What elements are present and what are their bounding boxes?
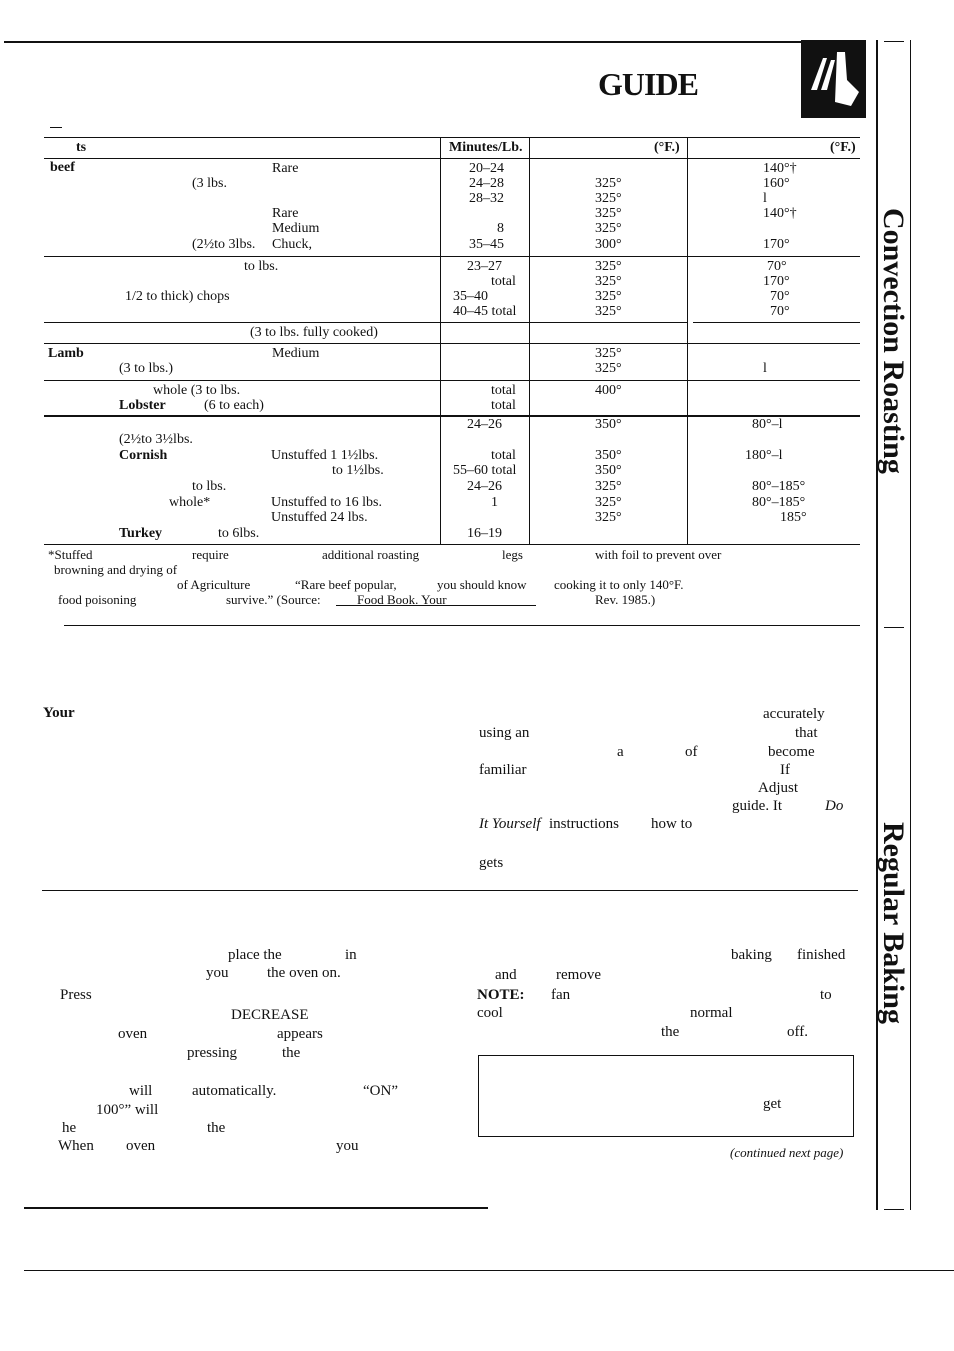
bottom-right-4a: cool xyxy=(477,1005,503,1021)
rule-after-pork-left xyxy=(44,322,687,323)
pork-row3-oven: 325° xyxy=(595,289,622,304)
mid-right-2b: that xyxy=(795,725,818,741)
mid-right-7b: instructions xyxy=(549,816,619,832)
header-minutes: Minutes/Lb. xyxy=(449,140,523,155)
poultry-row3-weight: Unstuffed 1 1½lbs. xyxy=(271,448,379,463)
footnote-1a: *Stuffed xyxy=(48,547,93,562)
header-meats: ts xyxy=(76,140,87,155)
page-title: GUIDE xyxy=(598,66,698,102)
page-bottom-rule xyxy=(24,1270,954,1271)
footnote-1d: legs xyxy=(502,547,523,562)
poultry-turkey: Turkey xyxy=(119,526,163,541)
category-beef: beef xyxy=(50,160,75,175)
mid-right-6: guide. It xyxy=(732,798,782,814)
beef-row2-min: 24–28 xyxy=(469,176,504,191)
footnote-1e: with foil to prevent over xyxy=(595,547,722,562)
table-top-rule xyxy=(44,137,860,138)
beef-row1-min: 20–24 xyxy=(469,161,504,176)
pork-row1-internal: 70° xyxy=(767,259,787,274)
category-lamb: Lamb xyxy=(48,346,84,361)
pork-row3-desc: 1/2 to thick) chops xyxy=(125,289,230,304)
section-rule-2 xyxy=(42,890,858,891)
beef-row4-desc: Rare xyxy=(272,206,299,221)
footnote-4a: food poisoning xyxy=(58,592,137,607)
bottom-left-10c: you xyxy=(336,1138,359,1154)
section-rule-1 xyxy=(64,625,860,626)
rule-after-ham xyxy=(44,343,860,344)
pork-row4-internal: 70° xyxy=(770,304,790,319)
bottom-left-5b: appears xyxy=(277,1026,323,1042)
mid-right-3a: a xyxy=(617,744,624,760)
footnote-3c: you should know xyxy=(437,577,527,592)
pork-row1-min: 23–27 xyxy=(467,259,502,274)
bottom-right-5a: the xyxy=(661,1024,680,1040)
poultry-row1-internal: 80°–l xyxy=(752,417,783,432)
bottom-left-10b: oven xyxy=(126,1138,156,1154)
lamb-row1-oven: 325° xyxy=(595,346,622,361)
mid-left-heading: Your xyxy=(43,705,75,721)
seafood-lobster: Lobster xyxy=(119,398,166,413)
poultry-row3-min: total xyxy=(491,448,516,463)
footnote-3b: “Rare beef popular, xyxy=(295,577,397,592)
footnote-1c: additional roasting xyxy=(322,547,420,562)
rule-after-seafood xyxy=(44,415,860,417)
beef-row6-internal: 170° xyxy=(763,237,790,252)
footnote-2: browning and drying of xyxy=(54,562,178,577)
poultry-row6-oven: 325° xyxy=(595,495,622,510)
beef-row2-weight: (3 lbs. xyxy=(192,176,227,191)
bottom-left-9b: the xyxy=(207,1120,226,1136)
poultry-row6-min: 1 xyxy=(491,495,498,510)
tab-mark-mid xyxy=(884,627,904,628)
bottom-left-2b: the oven on. xyxy=(267,965,341,981)
bottom-left-5a: oven xyxy=(118,1026,148,1042)
rule-after-beef xyxy=(44,256,860,257)
bottom-left-2a: you xyxy=(206,965,229,981)
beef-row3-min: 28–32 xyxy=(469,191,504,206)
beef-row3-oven: 325° xyxy=(595,191,622,206)
pork-row4-oven: 325° xyxy=(595,304,622,319)
poultry-row7-weight: Unstuffed 24 lbs. xyxy=(271,510,368,525)
ham-desc: (3 to lbs. fully cooked) xyxy=(250,325,378,340)
poultry-row3-internal: 180°–l xyxy=(745,448,783,463)
beef-row1-internal: 140°† xyxy=(763,161,797,176)
poultry-row6-internal: 80°–185° xyxy=(752,495,806,510)
poultry-row4-min: 55–60 total xyxy=(453,463,517,478)
bottom-left-1b: in xyxy=(345,947,357,963)
beef-row2-oven: 325° xyxy=(595,176,622,191)
poultry-row8-min: 16–19 xyxy=(467,526,502,541)
footnote-4b: survive.” (Source: xyxy=(226,592,321,607)
seafood-row2-weight: (6 to each) xyxy=(204,398,264,413)
poultry-row5-min: 24–26 xyxy=(467,479,502,494)
bottom-right-4b: normal xyxy=(690,1005,733,1021)
poultry-row4-oven: 350° xyxy=(595,463,622,478)
footnote-3d: cooking it to only 140°F. xyxy=(554,577,684,592)
mid-right-3c: become xyxy=(768,744,815,760)
bottom-left-7b: automatically. xyxy=(192,1083,277,1099)
lamb-row2-internal: l xyxy=(763,361,767,376)
poultry-row5-internal: 80°–185° xyxy=(752,479,806,494)
lamb-row2-weight: (3 to lbs.) xyxy=(119,361,174,376)
poultry-row2-desc: (2½to 3½lbs. xyxy=(119,432,193,447)
bottom-right-3c: to xyxy=(820,987,832,1003)
beef-row1-desc: Rare xyxy=(272,161,299,176)
header-oven-temp: (°F.) xyxy=(654,140,680,155)
col-divider-3 xyxy=(687,137,688,544)
bottom-left-6a: pressing xyxy=(187,1045,237,1061)
bottom-left-6b: the xyxy=(282,1045,301,1061)
side-tab-convection-roasting: Convection Roasting xyxy=(877,208,910,474)
pork-row3-min: 35–40 xyxy=(453,289,488,304)
bottom-left-9a: he xyxy=(62,1120,77,1136)
mid-right-7a: It Yourself xyxy=(479,816,541,832)
tab-outer-line xyxy=(910,40,911,1210)
bottom-left-1a: place the xyxy=(228,947,282,963)
beef-row3-internal: l xyxy=(763,191,767,206)
bottom-right-2b: remove xyxy=(556,967,601,983)
dash-mark xyxy=(50,127,62,128)
tab-top-mark xyxy=(884,41,904,42)
bottom-right-1a: baking xyxy=(731,947,772,963)
lamb-row1-desc: Medium xyxy=(272,346,320,361)
footnote-4c: Food Book. Your xyxy=(357,592,447,607)
poultry-row6-desc: whole* xyxy=(169,495,211,510)
bottom-right-3b: fan xyxy=(551,987,571,1003)
beef-row6-desc: Chuck, xyxy=(272,237,313,252)
bottom-left-3: Press xyxy=(60,987,92,1003)
mid-right-8: gets xyxy=(479,855,504,871)
seafood-row1-oven: 400° xyxy=(595,383,622,398)
poultry-row5-desc: to lbs. xyxy=(192,479,227,494)
hand-cursor-icon xyxy=(801,40,866,118)
footnote-underline xyxy=(336,605,536,606)
note-box xyxy=(478,1055,854,1137)
mid-right-4a: familiar xyxy=(479,762,527,778)
bottom-right-3a: NOTE: xyxy=(477,987,525,1003)
beef-row5-oven: 325° xyxy=(595,221,622,236)
beef-row5-min: 8 xyxy=(497,221,504,236)
poultry-row4-weight: to 1½lbs. xyxy=(332,463,384,478)
mid-right-7c: how to xyxy=(651,816,693,832)
continued-next-page: (continued next page) xyxy=(730,1145,844,1160)
poultry-row7-oven: 325° xyxy=(595,510,622,525)
pork-row3-internal: 70° xyxy=(770,289,790,304)
poultry-row8-weight: to 6lbs. xyxy=(218,526,260,541)
lamb-row2-oven: 325° xyxy=(595,361,622,376)
rule-after-pork-right xyxy=(693,322,860,323)
poultry-row1-oven: 350° xyxy=(595,417,622,432)
mid-right-2a: using an xyxy=(479,725,530,741)
bottom-left-8: 100°” will xyxy=(96,1102,159,1118)
bottom-right-5b: off. xyxy=(787,1024,808,1040)
mid-right-3b: of xyxy=(685,744,698,760)
table-header-rule xyxy=(44,158,860,159)
beef-row4-internal: 140°† xyxy=(763,206,797,221)
top-rule xyxy=(4,41,862,43)
mid-right-1: accurately xyxy=(763,706,825,722)
mid-right-5: Adjust xyxy=(758,780,799,796)
mid-right-4b: If xyxy=(780,762,790,778)
footnote-3a: of Agriculture xyxy=(177,577,251,592)
pork-row2-oven: 325° xyxy=(595,274,622,289)
beef-row6-min: 35–45 xyxy=(469,237,504,252)
poultry-row7-internal: 185° xyxy=(780,510,807,525)
col-divider-1 xyxy=(440,137,441,544)
bottom-left-10a: When xyxy=(58,1138,94,1154)
col-divider-2 xyxy=(529,137,530,544)
poultry-row6-weight: Unstuffed to 16 lbs. xyxy=(271,495,382,510)
pork-row1-desc: to lbs. xyxy=(244,259,279,274)
note-box-text: get xyxy=(763,1096,782,1112)
seafood-row1-min: total xyxy=(491,383,516,398)
beef-row6-oven: 300° xyxy=(595,237,622,252)
bottom-right-2a: and xyxy=(495,967,517,983)
beef-row5-desc: Medium xyxy=(272,221,320,236)
mid-right-6b: Do xyxy=(825,798,844,814)
rule-after-lamb xyxy=(44,380,860,381)
poultry-cornish: Cornish xyxy=(119,448,168,463)
header-internal-temp: (°F.) xyxy=(830,140,856,155)
tab-mark-bottom xyxy=(884,1209,904,1210)
pork-row2-internal: 170° xyxy=(763,274,790,289)
seafood-row1-desc: whole (3 to lbs. xyxy=(153,383,241,398)
footnote-4d: Rev. 1985.) xyxy=(595,592,656,607)
pork-row4-min: 40–45 total xyxy=(453,304,517,319)
side-tab-regular-baking: Regular Baking xyxy=(877,822,910,1024)
beef-row6-weight: (2½to 3lbs. xyxy=(192,237,256,252)
beef-row2-internal: 160° xyxy=(763,176,790,191)
bottom-left-7a: will xyxy=(129,1083,153,1099)
bottom-left-7c: “ON” xyxy=(363,1083,398,1099)
poultry-row3-oven: 350° xyxy=(595,448,622,463)
poultry-row1-min: 24–26 xyxy=(467,417,502,432)
bottom-rule-left xyxy=(24,1207,488,1209)
bottom-left-4: DECREASE xyxy=(231,1007,309,1023)
beef-row4-oven: 325° xyxy=(595,206,622,221)
table-bottom-rule xyxy=(44,544,860,545)
bottom-right-1b: finished xyxy=(797,947,846,963)
pork-row1-oven: 325° xyxy=(595,259,622,274)
poultry-row5-oven: 325° xyxy=(595,479,622,494)
seafood-row2-min: total xyxy=(491,398,516,413)
pork-row2-min: total xyxy=(491,274,516,289)
footnote-1b: require xyxy=(192,547,229,562)
